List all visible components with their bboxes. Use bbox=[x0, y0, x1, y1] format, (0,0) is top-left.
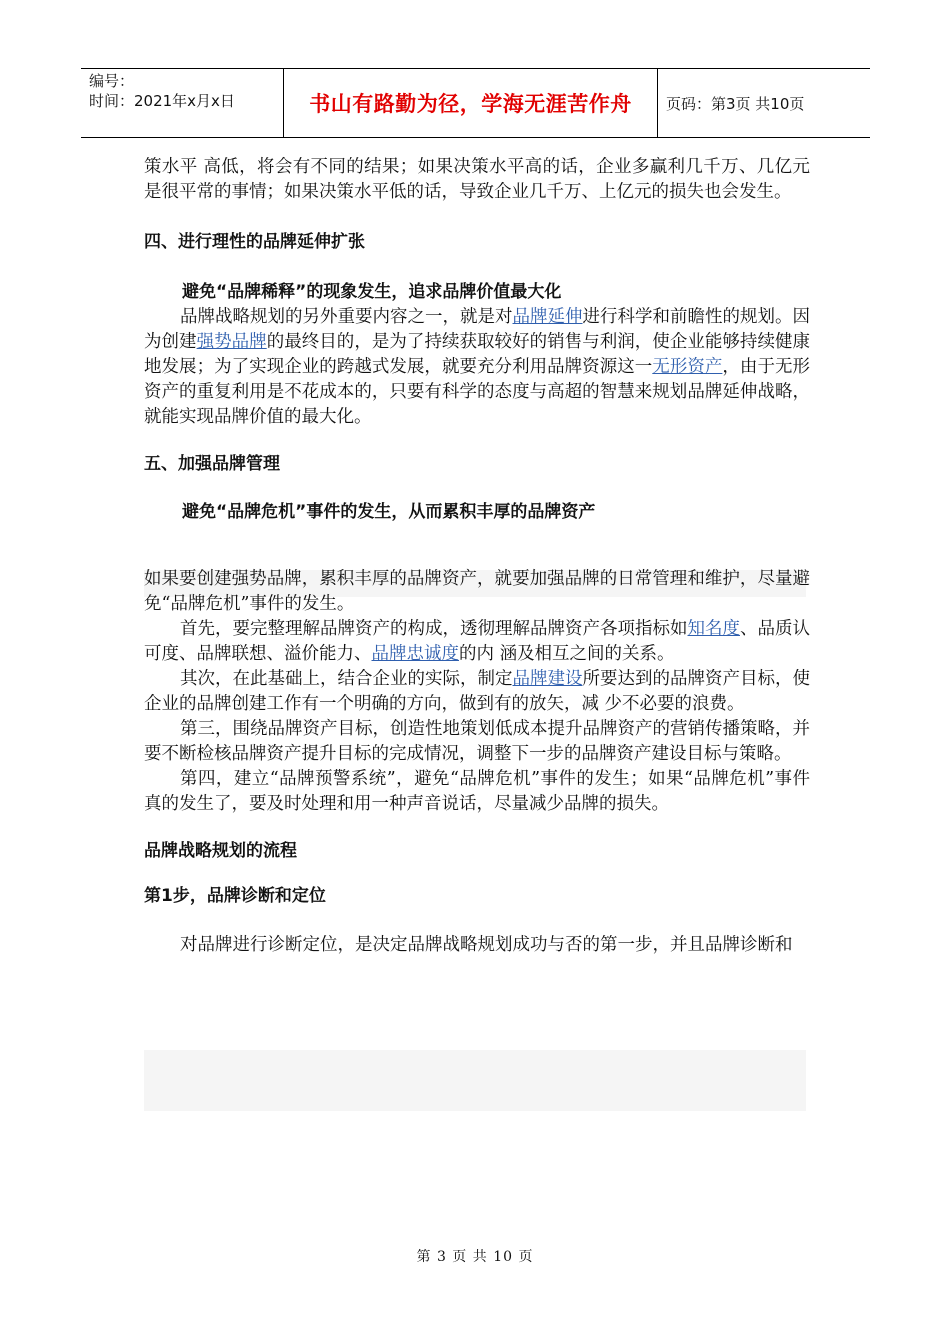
page-footer: 第 3 页 共 10 页 bbox=[416, 1249, 534, 1265]
paragraph: 如果要创建强势品牌，累积丰厚的品牌资产，就要加强品牌的日常管理和维护，尽量避免“品牌危机”事件的发生。 bbox=[144, 569, 810, 614]
link-strong-brand[interactable]: 强势品牌 bbox=[196, 332, 267, 352]
link-brand-building[interactable]: 品牌建设 bbox=[512, 669, 583, 689]
section-subheading: 避免“品牌危机”事件的发生，从而累积丰厚的品牌资产 bbox=[182, 502, 596, 522]
section-heading: 五、加强品牌管理 bbox=[144, 454, 280, 474]
paragraph: 策水平 高低，将会有不同的结果；如果决策水平高的话，企业多赢利几千万、几亿元是很平常的事情；如果决策水平低的话，导致企业几千万、上亿元的损失也会发生。 bbox=[144, 157, 810, 202]
text-run: 首先，要完整理解品牌资产的构成，透彻理解品牌资产各项指标如 bbox=[180, 619, 688, 639]
paragraph bbox=[144, 667, 810, 717]
paragraph bbox=[144, 305, 810, 430]
time-label: 时间：2021年x月x日 bbox=[89, 92, 235, 110]
shaded-band bbox=[144, 1050, 806, 1111]
header-meta bbox=[81, 69, 283, 137]
section-heading: 品牌战略规划的流程 bbox=[144, 841, 297, 861]
code-label: 编号： bbox=[89, 72, 135, 90]
text-run: 所要达到的品牌资产目标，使企业的品牌创建工作有一个明确的方向，做到有的放矢，减 少不必要的浪费。 bbox=[144, 669, 810, 714]
header-motto: 书山有路勤为径，学海无涯苦作舟 bbox=[309, 92, 632, 116]
header-page-info: 页码：第3页 共10页 bbox=[666, 94, 805, 113]
paragraph: 第三，围绕品牌资产目标，创造性地策划低成本提升品牌资产的营销传播策略，并要不断检核品牌资产提升目标的完成情况，调整下一步的品牌资产建设目标与策略。 bbox=[144, 719, 810, 764]
paragraph: 对品牌进行诊断定位，是决定品牌战略规划成功与否的第一步，并且品牌诊断和 bbox=[180, 935, 793, 955]
text-run: 、品质认可度、品牌联想、溢价能力、 bbox=[144, 619, 810, 664]
text-run: 其次，在此基础上，结合企业的实际，制定 bbox=[180, 669, 513, 689]
paragraph: 第四，建立“品牌预警系统”，避免“品牌危机”事件的发生；如果“品牌危机”事件真的发生了，要及时处理和用一种声音说话，尽量减少品牌的损失。 bbox=[144, 769, 810, 814]
section-subheading: 避免“品牌稀释”的现象发生，追求品牌价值最大化 bbox=[182, 282, 562, 302]
link-brand-loyalty[interactable]: 品牌忠诚度 bbox=[371, 644, 459, 664]
link-brand-extension[interactable]: 品牌延伸 bbox=[512, 307, 583, 327]
text-run: 品牌战略规划的另外重要内容之一，就是对 bbox=[180, 307, 513, 327]
header-motto-cell bbox=[283, 69, 658, 137]
document-body bbox=[144, 155, 810, 958]
text-run: 的内 涵及相互之间的关系。 bbox=[459, 644, 675, 664]
text-run: 的最终目的，是为了持续获取较好的销售与利润，使企业能够持续健康地发展；为了实现企业的跨越式发展，就要充分利用品牌资源这一 bbox=[144, 332, 811, 377]
document-header bbox=[81, 68, 870, 138]
step-heading: 第1步，品牌诊断和定位 bbox=[144, 886, 326, 906]
text-run: 进行科学和前瞻性的规划。因为创建 bbox=[144, 307, 810, 352]
paragraph bbox=[144, 617, 810, 667]
section-heading: 四、进行理性的品牌延伸扩张 bbox=[144, 232, 365, 252]
link-awareness[interactable]: 知名度 bbox=[687, 619, 740, 639]
link-intangible-assets[interactable]: 无形资产 bbox=[652, 357, 723, 377]
text-run: ，由于无形资产的重复利用是不花成本的，只要有科学的态度与高超的智慧来规划品牌延伸战略，就能实现品牌价值的最大化。 bbox=[144, 357, 811, 427]
